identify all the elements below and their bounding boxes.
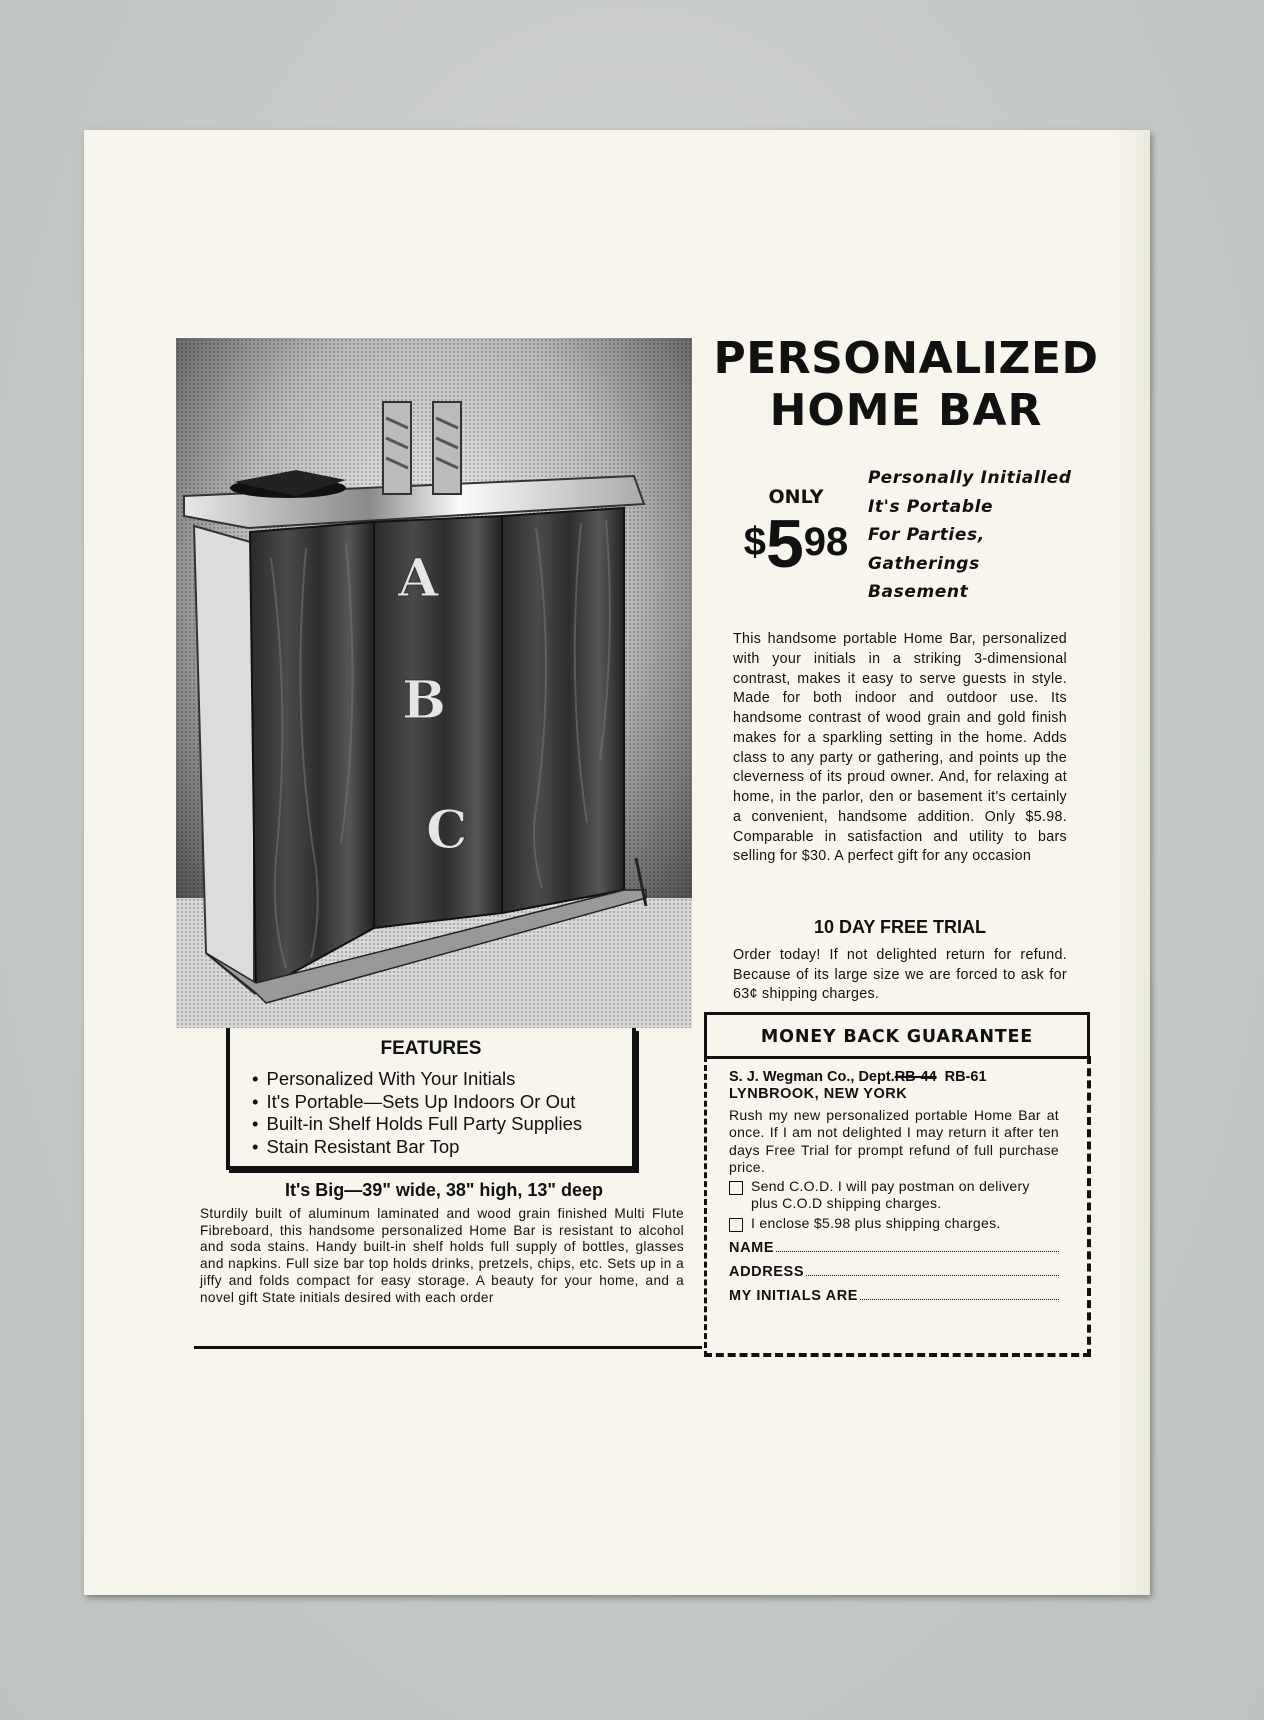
order-text: Rush my new personalized portable Home Bar at once. If I am not delighted I may return it after ten days Free Trial for prompt refund of full purchase price. bbox=[729, 1107, 1059, 1175]
initials-label: MY INITIALS ARE bbox=[729, 1288, 859, 1305]
address-label: ADDRESS bbox=[729, 1264, 805, 1281]
initials-line[interactable] bbox=[860, 1298, 1059, 1300]
free-trial-heading: 10 DAY FREE TRIAL bbox=[813, 917, 987, 937]
tagline: Basement bbox=[868, 582, 969, 602]
features-list bbox=[252, 1068, 632, 1158]
ad-headline bbox=[696, 333, 1116, 437]
money-back-guarantee: MONEY BACK GUARANTEE bbox=[704, 1012, 1090, 1059]
headline-line-2: HOME BAR bbox=[769, 385, 1043, 437]
product-description: This handsome portable Home Bar, personalized with your initials in a striking 3-dimensional contrast, makes it easy to serve guests in style. Made for both indoor and outdoor use. Its handsome contrast of wood grain and gold finish makes for a sparkling setting in the home. Adds class to any party or gathering, and points up the cleverness of its proud owner. And, for relaxing at home, in the parlor, den or basement it's certainly a convenient, handsome addition. Only $5.98. Comparable in satisfaction and utility to bars selling for $30. A perfect gift for any occasion bbox=[733, 631, 1067, 865]
size-heading: It's Big—39" wide, 38" high, 13" deep bbox=[285, 1180, 603, 1200]
tagline: It's Portable bbox=[868, 496, 994, 517]
price-tag bbox=[706, 506, 886, 582]
price-dollars: 5 bbox=[765, 506, 804, 582]
only-label: ONLY bbox=[768, 486, 824, 508]
coupon-content bbox=[729, 1069, 1059, 1304]
taglines bbox=[868, 464, 1078, 607]
address-line[interactable] bbox=[806, 1274, 1059, 1276]
tagline: Personally Initialled bbox=[868, 468, 1072, 488]
order-coupon bbox=[704, 1056, 1091, 1357]
price-dollar-sign: $ bbox=[743, 520, 766, 564]
old-dept-code: RB-44 bbox=[894, 1069, 937, 1085]
enclose-checkbox[interactable] bbox=[729, 1218, 743, 1232]
tagline: Gatherings bbox=[868, 553, 980, 574]
new-dept-code: RB-61 bbox=[944, 1069, 987, 1085]
company-name: S. J. Wegman Co., Dept. bbox=[729, 1069, 895, 1085]
features-title: FEATURES bbox=[380, 1038, 482, 1059]
name-field[interactable] bbox=[729, 1240, 1059, 1256]
price-block bbox=[706, 486, 886, 582]
size-description: Sturdily built of aluminum laminated and wood grain finished Multi Flute Fibreboard, this handsome personalized Home Bar is resistant to alcohol and soda stains. Handy built-in shelf holds full supply of bottles, glasses and napkins. Full size bar top holds drinks, pretzels, chips, etc. Sets up in a jiffy and folds compact for easy storage. A beauty for your home, and a novel gift State initials desired with each order bbox=[200, 1206, 684, 1305]
cod-option-label: Send C.O.D. I will pay postman on delivery plus C.O.D shipping charges. bbox=[751, 1178, 1030, 1212]
home-bar-illustration bbox=[176, 338, 692, 1028]
name-label: NAME bbox=[729, 1240, 775, 1257]
divider-rule bbox=[194, 1346, 702, 1349]
headline-line-1: PERSONALIZED bbox=[713, 333, 1099, 384]
company-city: LYNBROOK, NEW YORK bbox=[729, 1086, 908, 1102]
tagline: For Parties, bbox=[868, 525, 985, 545]
home-bar-photo bbox=[176, 338, 692, 1028]
price-cents: 98 bbox=[803, 520, 849, 564]
page-edge-shading bbox=[1110, 130, 1150, 1595]
initial-a: A bbox=[398, 548, 439, 609]
initial-b: B bbox=[402, 670, 446, 731]
feature-item: • Personalized With Your Initials bbox=[252, 1068, 632, 1091]
feature-item: • Stain Resistant Bar Top bbox=[252, 1136, 632, 1159]
cod-option[interactable] bbox=[729, 1178, 1059, 1213]
address-field[interactable] bbox=[729, 1264, 1059, 1280]
feature-item: • It's Portable—Sets Up Indoors Or Out bbox=[252, 1091, 632, 1114]
name-line[interactable] bbox=[776, 1250, 1059, 1252]
cod-checkbox[interactable] bbox=[729, 1181, 743, 1195]
feature-item: • Built-in Shelf Holds Full Party Supplies bbox=[252, 1113, 632, 1136]
initial-c: C bbox=[426, 800, 468, 861]
initials-field[interactable] bbox=[729, 1288, 1059, 1304]
features-box bbox=[226, 1028, 636, 1170]
company-line bbox=[729, 1069, 1059, 1086]
enclose-option-label: I enclose $5.98 plus shipping charges. bbox=[751, 1214, 1001, 1231]
enclose-option[interactable] bbox=[729, 1215, 1059, 1232]
free-trial-text: Order today! If not delighted return for refund. Because of its large size we are forced to ask for 63¢ shipping charges. bbox=[733, 947, 1067, 1002]
